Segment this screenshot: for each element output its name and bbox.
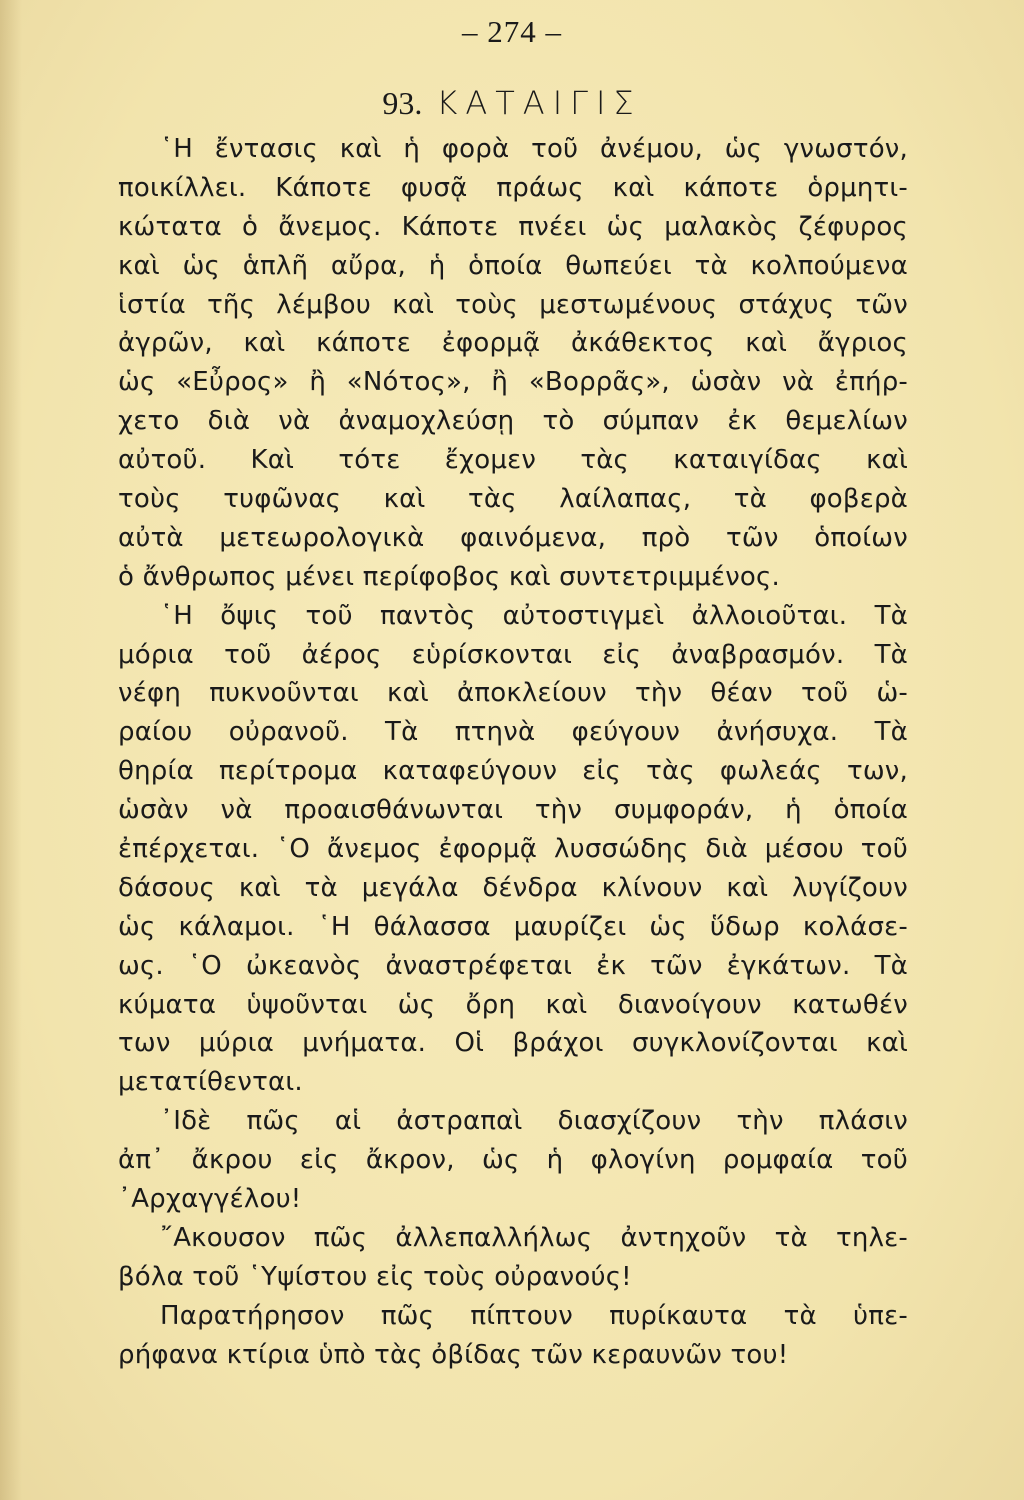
text-line: μόρια τοῦ ἀέρος εὑρίσκονται εἰς ἀναβρασμόν. Τὰ <box>118 639 908 670</box>
text-line: ὁ ἄνθρωπος μένει περίφοβος καὶ συντετριμμένος. <box>118 561 780 592</box>
text-line: ραίου οὐρανοῦ. Τὰ πτηνὰ φεύγουν ἀνήσυχα. Τὰ <box>118 717 908 748</box>
text-line: ἀγρῶν, καὶ κάποτε ἐφορμᾷ ἀκάθεκτος καὶ ἄγριος <box>118 328 908 359</box>
text-line: αὐτοῦ. Καὶ τότε ἔχομεν τὰς καταιγίδας καὶ <box>118 445 908 476</box>
paragraph <box>118 597 908 1103</box>
text-line: ἀπ᾿ ἄκρου εἰς ἄκρον, ὡς ἡ φλογίνη ρομφαία τοῦ <box>118 1145 908 1176</box>
page-edge-shadow <box>0 0 22 1500</box>
paragraph <box>118 130 908 597</box>
text-line: ὡς κάλαμοι. ῾Η θάλασσα μαυρίζει ὡς ὕδωρ κολάσε- <box>118 911 908 942</box>
text-line: νέφη πυκνοῦνται καὶ ἀποκλείουν τὴν θέαν τοῦ ὡ- <box>118 678 908 709</box>
text-line: θηρία περίτρομα καταφεύγουν εἰς τὰς φωλεάς των, <box>118 756 908 787</box>
text-line: ὡς «Εὖρος» ἢ «Νότος», ἢ «Βορρᾶς», ὡσὰν νὰ ἐπήρ- <box>118 367 908 398</box>
text-line: καὶ ὡς ἁπλῆ αὔρα, ἡ ὁποία θωπεύει τὰ κολπούμενα <box>118 250 908 281</box>
text-line: κύματα ὑψοῦνται ὡς ὄρη καὶ διανοίγουν κατωθέν <box>118 989 908 1020</box>
text-line: ρήφανα κτίρια ὑπὸ τὰς ὀβίδας τῶν κεραυνῶν του! <box>118 1339 789 1370</box>
text-line: Παρατήρησον πῶς πίπτουν πυρίκαυτα τὰ ὑπε- <box>160 1300 908 1331</box>
text-line: ᾿Αρχαγγέλου! <box>118 1184 302 1215</box>
chapter-number: 93. <box>382 85 423 121</box>
text-line: τοὺς τυφῶνας καὶ τὰς λαίλαπας, τὰ φοβερὰ <box>118 484 908 515</box>
text-line: ἐπέρχεται. ῾Ο ἄνεμος ἐφορμᾷ λυσσώδης διὰ μέσου τοῦ <box>118 834 908 865</box>
text-line: ποικίλλει. Κάποτε φυσᾷ πράως καὶ κάποτε ὁρμητι- <box>118 172 908 203</box>
paragraph <box>118 1219 908 1297</box>
text-line: ῎Ακουσον πῶς ἀλλεπαλλήλως ἀντηχοῦν τὰ τηλε- <box>160 1222 908 1253</box>
page-number: – 274 – <box>462 14 562 49</box>
chapter-title: ΚΑΤΑΙΓΙΣ <box>436 84 642 122</box>
paragraph <box>118 1102 908 1219</box>
text-line: κώτατα ὁ ἄνεμος. Κάποτε πνέει ὡς μαλακὸς ζέφυρος <box>118 211 908 242</box>
text-line: ως. ῾Ο ὠκεανὸς ἀναστρέφεται ἐκ τῶν ἐγκάτων. Τὰ <box>118 950 908 981</box>
text-line: δάσους καὶ τὰ μεγάλα δένδρα κλίνουν καὶ λυγίζουν <box>118 872 908 903</box>
body-text <box>118 130 908 1375</box>
text-line: αὐτὰ μετεωρολογικὰ φαινόμενα, πρὸ τῶν ὁποίων <box>118 522 908 553</box>
text-line: ῾Η ἔντασις καὶ ἡ φορὰ τοῦ ἀνέμου, ὡς γνωστόν, <box>160 134 908 164</box>
text-line: ἱστία τῆς λέμβου καὶ τοὺς μεστωμένους στάχυς τῶν <box>118 289 908 320</box>
paragraph <box>118 1297 908 1375</box>
text-line: βόλα τοῦ ῾Υψίστου εἰς τοὺς οὐρανούς! <box>118 1261 632 1292</box>
chapter-heading <box>0 84 1024 122</box>
text-line: ῾Η ὄψις τοῦ παντὸς αὐτοστιγμεὶ ἀλλοιοῦται. Τὰ <box>160 600 908 631</box>
text-line: μετατίθενται. <box>118 1067 303 1098</box>
text-line: ᾿Ιδὲ πῶς αἱ ἀστραπαὶ διασχίζουν τὴν πλάσιν <box>160 1106 908 1137</box>
text-line: ὡσὰν νὰ προαισθάνωνται τὴν συμφοράν, ἡ ὁποία <box>118 795 908 826</box>
text-line: των μύρια μνήματα. Οἱ βράχοι συγκλονίζονται καὶ <box>118 1028 908 1059</box>
text-line: χετο διὰ νὰ ἀναμοχλεύσῃ τὸ σύμπαν ἐκ θεμελίων <box>118 406 908 437</box>
